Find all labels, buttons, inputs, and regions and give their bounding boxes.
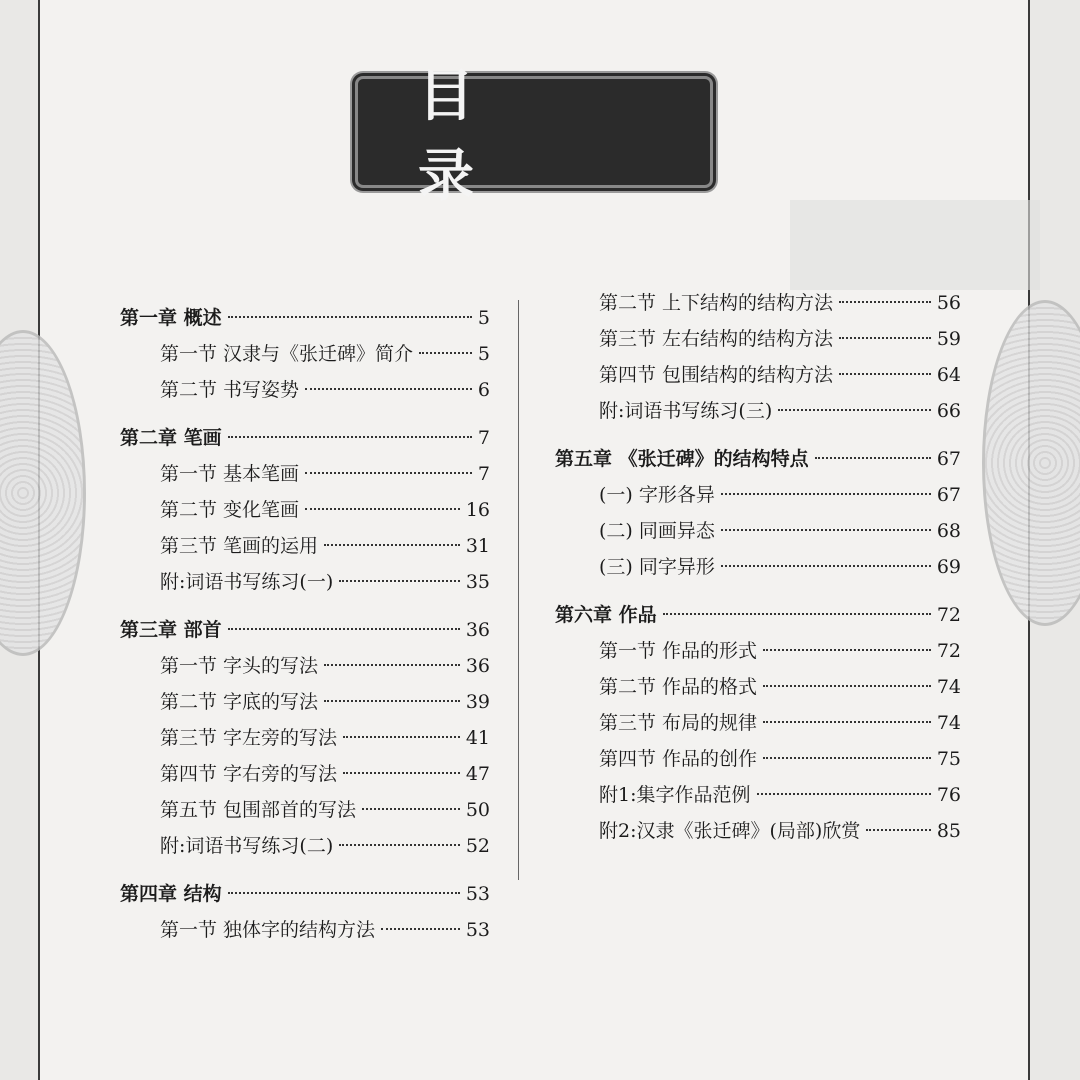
toc-page-number: 64 <box>936 364 961 386</box>
watermark-seal-left <box>0 330 86 656</box>
toc-entry-label: 第二节 书写姿势 <box>160 379 300 401</box>
column-divider <box>518 300 519 880</box>
toc-page-number: 76 <box>936 784 961 806</box>
toc-entry-label: 第一节 汉隶与《张迁碑》简介 <box>160 343 414 365</box>
toc-leader-dots <box>324 700 460 702</box>
toc-entry-label: 第三节 左右结构的结构方法 <box>599 328 834 350</box>
toc-leader-dots <box>228 316 472 318</box>
toc-entry-label: (一) 字形各异 <box>599 484 715 506</box>
toc-section-entry[interactable] <box>120 684 490 720</box>
toc-leader-dots <box>763 685 931 687</box>
toc-entry-label: 第二节 上下结构的结构方法 <box>599 292 834 314</box>
toc-entry-label: 第一节 基本笔画 <box>160 463 300 485</box>
toc-entry-label: 第三节 字左旁的写法 <box>160 727 338 749</box>
toc-section-entry[interactable] <box>555 285 961 321</box>
toc-page-number: 31 <box>465 535 490 557</box>
toc-leader-dots <box>339 844 460 846</box>
toc-page-number: 72 <box>936 640 961 662</box>
toc-title-banner <box>355 64 713 209</box>
toc-page-number: 66 <box>936 400 961 422</box>
toc-chapter-entry[interactable] <box>120 300 490 336</box>
toc-section-entry[interactable] <box>555 669 961 705</box>
toc-page-number: 5 <box>477 343 490 365</box>
toc-entry-label: 第一节 独体字的结构方法 <box>160 919 376 941</box>
toc-section-entry[interactable] <box>120 372 490 408</box>
toc-page-number: 67 <box>936 448 961 470</box>
toc-leader-dots <box>839 301 931 303</box>
toc-entry-label: 第六章 作品 <box>555 604 657 626</box>
toc-page-number: 5 <box>477 307 490 329</box>
toc-section-entry[interactable] <box>555 393 961 429</box>
toc-page-number: 47 <box>465 763 490 785</box>
toc-page-number: 52 <box>465 835 490 857</box>
toc-leader-dots <box>343 772 460 774</box>
toc-page-number: 7 <box>477 463 490 485</box>
toc-entry-label: 第二节 字底的写法 <box>160 691 319 713</box>
toc-chapter-entry[interactable] <box>120 420 490 456</box>
toc-section-entry[interactable] <box>555 477 961 513</box>
toc-leader-dots <box>343 736 460 738</box>
toc-leader-dots <box>757 793 931 795</box>
toc-section-entry[interactable] <box>555 777 961 813</box>
toc-section-entry[interactable] <box>120 792 490 828</box>
toc-leader-dots <box>763 649 931 651</box>
toc-entry-label: 第二节 作品的格式 <box>599 676 758 698</box>
toc-leader-dots <box>228 436 472 438</box>
toc-section-entry[interactable] <box>555 705 961 741</box>
toc-leader-dots <box>778 409 931 411</box>
toc-page-number: 85 <box>936 820 961 842</box>
bleed-through-block <box>790 200 1040 290</box>
toc-leader-dots <box>721 565 931 567</box>
toc-leader-dots <box>815 457 931 459</box>
toc-leader-dots <box>866 829 930 831</box>
toc-entry-label: 附:词语书写练习(一) <box>160 571 334 593</box>
toc-leader-dots <box>305 388 472 390</box>
toc-entry-label: 附:词语书写练习(二) <box>160 835 334 857</box>
toc-section-entry[interactable] <box>120 648 490 684</box>
toc-leader-dots <box>305 472 472 474</box>
toc-section-entry[interactable] <box>120 912 490 948</box>
toc-section-entry[interactable] <box>120 456 490 492</box>
toc-page-number: 39 <box>465 691 490 713</box>
toc-leader-dots <box>839 337 931 339</box>
toc-leader-dots <box>381 928 460 930</box>
toc-entry-label: 第五章 《张迁碑》的结构特点 <box>555 448 809 470</box>
toc-leader-dots <box>721 493 931 495</box>
toc-entry-label: (三) 同字异形 <box>599 556 715 578</box>
toc-leader-dots <box>721 529 931 531</box>
toc-entry-label: 第四节 字右旁的写法 <box>160 763 338 785</box>
toc-page-number: 59 <box>936 328 961 350</box>
toc-entry-label: 第二节 变化笔画 <box>160 499 300 521</box>
toc-leader-dots <box>763 757 931 759</box>
toc-entry-label: 第一章 概述 <box>120 307 222 329</box>
toc-section-entry[interactable] <box>555 321 961 357</box>
toc-section-entry[interactable] <box>120 720 490 756</box>
toc-leader-dots <box>663 613 931 615</box>
toc-chapter-entry[interactable] <box>555 441 961 477</box>
toc-section-entry[interactable] <box>555 633 961 669</box>
toc-section-entry[interactable] <box>120 492 490 528</box>
toc-right-column <box>555 285 961 849</box>
toc-section-entry[interactable] <box>120 336 490 372</box>
toc-page-number: 35 <box>465 571 490 593</box>
toc-entry-label: 第三节 笔画的运用 <box>160 535 319 557</box>
toc-leader-dots <box>228 628 460 630</box>
toc-leader-dots <box>419 352 472 354</box>
toc-page-number: 69 <box>936 556 961 578</box>
toc-page-number: 53 <box>465 883 490 905</box>
toc-section-entry[interactable] <box>120 756 490 792</box>
toc-section-entry[interactable] <box>555 357 961 393</box>
toc-title: 目 录 <box>418 64 534 209</box>
toc-entry-label: 第三节 布局的规律 <box>599 712 758 734</box>
toc-leader-dots <box>763 721 931 723</box>
toc-entry-label: 第四节 作品的创作 <box>599 748 758 770</box>
watermark-seal-right <box>982 300 1080 626</box>
toc-page-number: 74 <box>936 676 961 698</box>
toc-page-number: 36 <box>465 655 490 677</box>
toc-page-number: 16 <box>465 499 490 521</box>
toc-entry-label: 第五节 包围部首的写法 <box>160 799 357 821</box>
toc-chapter-entry[interactable] <box>555 597 961 633</box>
toc-entry-label: 附:词语书写练习(三) <box>599 400 773 422</box>
toc-leader-dots <box>324 664 460 666</box>
toc-chapter-entry[interactable] <box>120 876 490 912</box>
toc-entry-label: 附1:集字作品范例 <box>599 784 751 806</box>
toc-leader-dots <box>305 508 460 510</box>
toc-page-number: 67 <box>936 484 961 506</box>
toc-entry-label: 附2:汉隶《张迁碑》(局部)欣赏 <box>599 820 861 842</box>
toc-page-number: 6 <box>477 379 490 401</box>
toc-chapter-entry[interactable] <box>120 612 490 648</box>
toc-page-number: 56 <box>936 292 961 314</box>
toc-page-number: 7 <box>477 427 490 449</box>
toc-entry-label: 第二章 笔画 <box>120 427 222 449</box>
toc-page-number: 74 <box>936 712 961 734</box>
toc-entry-label: 第一节 作品的形式 <box>599 640 758 662</box>
toc-entry-label: 第一节 字头的写法 <box>160 655 319 677</box>
toc-page-number: 75 <box>936 748 961 770</box>
toc-section-entry[interactable] <box>555 513 961 549</box>
toc-entry-label: 第四节 包围结构的结构方法 <box>599 364 834 386</box>
toc-leader-dots <box>839 373 931 375</box>
toc-page-number: 72 <box>936 604 961 626</box>
toc-page-number: 36 <box>465 619 490 641</box>
toc-section-entry[interactable] <box>120 828 490 864</box>
toc-section-entry[interactable] <box>555 549 961 585</box>
toc-entry-label: (二) 同画异态 <box>599 520 715 542</box>
toc-page-number: 41 <box>465 727 490 749</box>
toc-left-column <box>120 300 490 948</box>
toc-page-number: 53 <box>465 919 490 941</box>
toc-section-entry[interactable] <box>555 741 961 777</box>
toc-entry-label: 第三章 部首 <box>120 619 222 641</box>
toc-section-entry[interactable] <box>555 813 961 849</box>
toc-leader-dots <box>362 808 460 810</box>
toc-leader-dots <box>339 580 460 582</box>
toc-section-entry[interactable] <box>120 564 490 600</box>
toc-leader-dots <box>228 892 460 894</box>
toc-page-number: 68 <box>936 520 961 542</box>
toc-leader-dots <box>324 544 460 546</box>
toc-page-number: 50 <box>465 799 490 821</box>
toc-entry-label: 第四章 结构 <box>120 883 222 905</box>
toc-section-entry[interactable] <box>120 528 490 564</box>
